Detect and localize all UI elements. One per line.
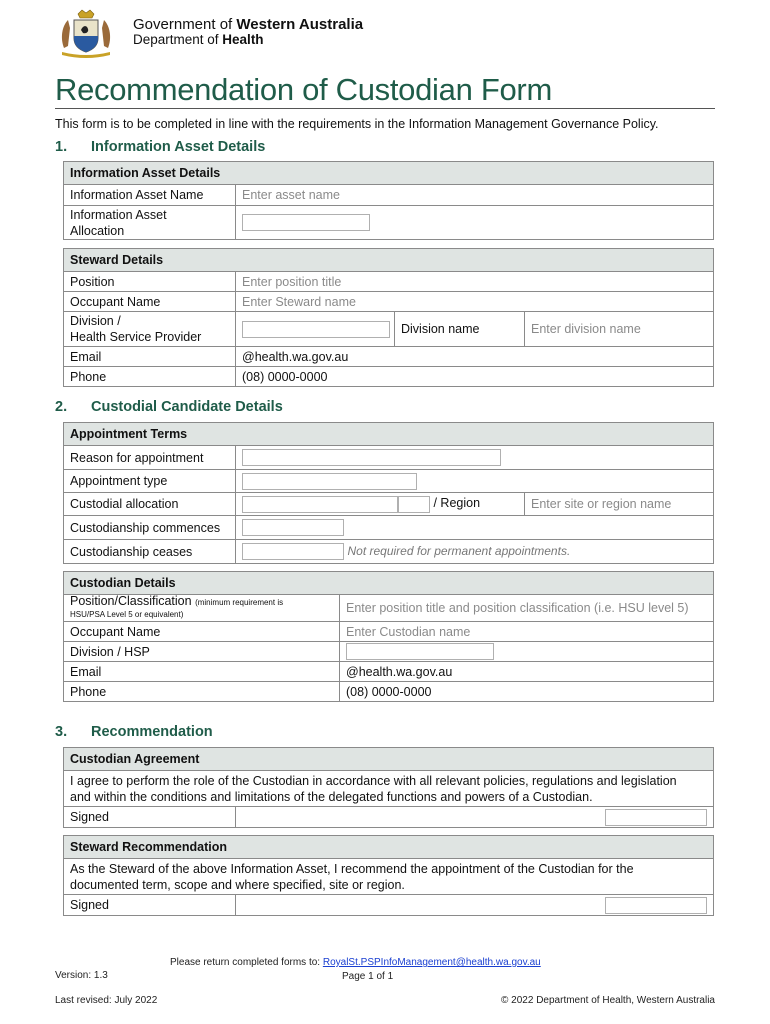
wa-government-crest	[56, 8, 116, 58]
region-input[interactable]: Enter site or region name	[531, 497, 672, 511]
version-text: Version: 1.3	[55, 970, 108, 981]
title-divider	[55, 108, 715, 109]
custodian-phone-input[interactable]: (08) 0000-0000	[346, 684, 432, 699]
steward-details-table	[63, 248, 714, 387]
government-name: Government of Western Australia	[133, 16, 364, 33]
steward-position-label: Position	[64, 272, 236, 292]
custodian-details-table	[63, 571, 714, 702]
ceases-label: Custodianship ceases	[64, 540, 236, 564]
asset-details-table	[63, 161, 714, 240]
appointment-terms-table	[63, 422, 714, 564]
allocation-dropdown[interactable]	[242, 496, 398, 513]
steward-occupant-input[interactable]: Enter Steward name	[242, 294, 356, 309]
custodian-signature-date[interactable]	[605, 809, 707, 826]
ceases-date-picker[interactable]	[242, 543, 344, 560]
copyright-text: © 2022 Department of Health, Western Australia	[501, 995, 715, 1006]
region-label: / Region	[433, 496, 481, 511]
custodian-occupant-input[interactable]: Enter Custodian name	[346, 624, 471, 639]
custodian-details-heading: Custodian Details	[64, 572, 714, 595]
custodian-email-label: Email	[64, 662, 340, 682]
intro-text: This form is to be completed in line with the requirements in the Information Management Governance Policy.	[55, 117, 659, 131]
reason-label: Reason for appointment	[64, 446, 236, 470]
asset-name-label: Information Asset Name	[64, 185, 236, 206]
asset-allocation-label: Information Asset Allocation	[64, 206, 236, 240]
steward-recommendation-text: As the Steward of the above Information Asset, I recommend the appointment of the Custodian for the documented term, scope and where specified, site or region.	[64, 859, 714, 895]
steward-recommendation-table	[63, 835, 714, 916]
asset-allocation-dropdown[interactable]	[242, 214, 370, 231]
steward-phone-input[interactable]: (08) 0000-0000	[242, 369, 328, 384]
ceases-note: Not required for permanent appointments.	[347, 543, 571, 558]
custodian-agreement-text: I agree to perform the role of the Custodian in accordance with all relevant policies, regulations and legislation and within the conditions and limitations of the delegated functions and powers of a Custodian.	[64, 771, 714, 807]
appointment-type-dropdown[interactable]	[242, 473, 417, 490]
reason-dropdown[interactable]	[242, 449, 501, 466]
steward-details-heading: Steward Details	[64, 249, 714, 272]
custodian-agreement-heading: Custodian Agreement	[64, 748, 714, 771]
custodian-agreement-table	[63, 747, 714, 828]
steward-position-input[interactable]: Enter position title	[242, 274, 342, 289]
allocation-region-dropdown[interactable]	[398, 496, 430, 513]
custodian-phone-label: Phone	[64, 682, 340, 702]
division-name-input[interactable]: Enter division name	[531, 322, 641, 336]
return-instructions: Please return completed forms to: RoyalSt.PSPInfoManagement@health.wa.gov.au	[170, 957, 541, 968]
commences-label: Custodianship commences	[64, 516, 236, 540]
last-revised-text: Last revised: July 2022	[55, 995, 158, 1006]
custodian-email-input[interactable]: @health.wa.gov.au	[346, 664, 453, 679]
steward-occupant-label: Occupant Name	[64, 292, 236, 312]
section-2-heading: 2. Custodial Candidate Details	[55, 399, 283, 415]
return-email-link[interactable]: RoyalSt.PSPInfoManagement@health.wa.gov.au	[322, 957, 541, 968]
custodian-position-input[interactable]: Enter position title and position classification (i.e. HSU level 5)	[346, 601, 689, 615]
custodian-position-label: Position/Classification (minimum requirement is HSU/PSA Level 5 or equivalent)	[64, 595, 340, 622]
steward-signed-label: Signed	[64, 895, 236, 916]
steward-division-dropdown[interactable]	[242, 321, 390, 338]
appointment-terms-heading: Appointment Terms	[64, 423, 714, 446]
section-1-heading: 1. Information Asset Details	[55, 139, 266, 155]
steward-recommendation-heading: Steward Recommendation	[64, 836, 714, 859]
custodian-signed-label: Signed	[64, 807, 236, 828]
division-name-label: Division name	[395, 312, 525, 347]
appointment-type-label: Appointment type	[64, 470, 236, 493]
commences-date-picker[interactable]	[242, 519, 344, 536]
custodian-division-label: Division / HSP	[64, 642, 340, 662]
steward-email-input[interactable]: @health.wa.gov.au	[242, 349, 349, 364]
asset-details-heading: Information Asset Details	[64, 162, 714, 185]
steward-email-label: Email	[64, 347, 236, 367]
custodian-division-dropdown[interactable]	[346, 643, 494, 660]
page-title: Recommendation of Custodian Form	[55, 72, 552, 107]
page-number: Page 1 of 1	[342, 971, 394, 982]
steward-phone-label: Phone	[64, 367, 236, 387]
department-name: Department of Health	[133, 32, 264, 47]
steward-signature-date[interactable]	[605, 897, 707, 914]
asset-name-input[interactable]: Enter asset name	[242, 188, 340, 202]
custodian-occupant-label: Occupant Name	[64, 622, 340, 642]
steward-division-label: Division / Health Service Provider	[64, 312, 236, 347]
section-3-heading: 3. Recommendation	[55, 724, 213, 740]
custodial-allocation-label: Custodial allocation	[64, 493, 236, 516]
